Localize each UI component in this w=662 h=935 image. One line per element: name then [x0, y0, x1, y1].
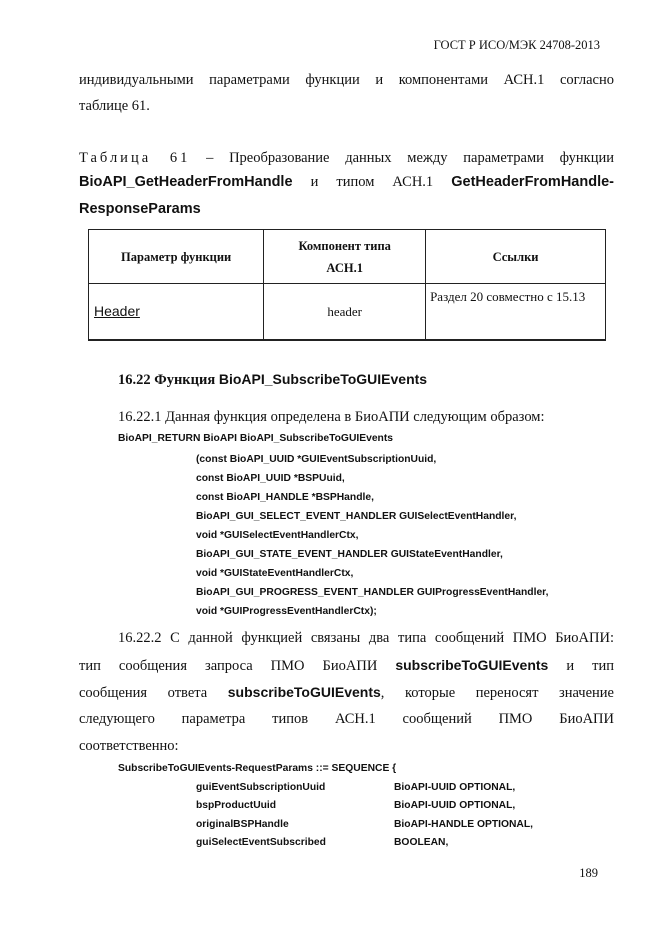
table-header-component: Компонент типа АСН.1	[264, 230, 426, 284]
table-caption-type-part2: ResponseParams	[79, 201, 201, 217]
paragraph-16-22-1: 16.22.1 Данная функция определена в БиоАПИ следующим образом:	[118, 409, 545, 425]
page-number: 189	[579, 866, 598, 880]
paragraph-16-22-2-line-3: сообщения ответа subscribeToGUIEvents, которые переносят значение	[79, 684, 614, 701]
section-title-word: Функция	[154, 372, 216, 388]
intro-line-2: таблице 61.	[79, 98, 150, 114]
asn-field-type: BOOLEAN,	[394, 837, 449, 848]
paragraph-16-22-2-line-1: 16.22.2 С данной функцией связаны два типа сообщений ПМО БиоАПИ:	[118, 630, 614, 646]
param-line: void *GUISelectEventHandlerCtx,	[196, 530, 359, 541]
asn-field-name: originalBSPHandle	[196, 819, 289, 830]
message-type-request: subscribeToGUIEvents	[395, 657, 549, 673]
section-title-name: BioAPI_SubscribeToGUIEvents	[218, 371, 428, 387]
asn-field-type: BioAPI-UUID OPTIONAL,	[394, 800, 516, 811]
table-caption-function-name: BioAPI_GetHeaderFromHandle	[79, 174, 293, 190]
asn-field-name: guiSelectEventSubscribed	[196, 837, 326, 848]
table-cell-component: header	[264, 284, 426, 341]
table-caption-line-1	[79, 150, 614, 167]
param-line: const BioAPI_HANDLE *BSPHandle,	[196, 492, 374, 503]
table-caption-label: Таблица 61	[79, 150, 191, 166]
paragraph-16-22-2-line-4: следующего параметра типов АСН.1 сообщений ПМО БиоАПИ	[79, 711, 614, 727]
table-header-row	[89, 230, 606, 284]
table-caption-line-2	[79, 174, 614, 191]
table-row	[89, 284, 606, 341]
message-type-response: subscribeToGUIEvents	[227, 684, 381, 700]
asn-field-name: guiEventSubscriptionUuid	[196, 782, 326, 793]
table-caption-middle: и типом АСН.1	[292, 174, 452, 190]
asn-field-type: BioAPI-HANDLE OPTIONAL,	[394, 819, 534, 830]
asn-field-type: BioAPI-UUID OPTIONAL,	[394, 782, 516, 793]
paragraph-16-22-2-line-5: соответственно:	[79, 738, 179, 754]
section-number: 16.22	[118, 372, 151, 388]
param-line: BioAPI_GUI_PROGRESS_EVENT_HANDLER GUIProgressEventHandler,	[196, 587, 549, 598]
asn-sequence-header: SubscribeToGUIEvents-RequestParams ::= SEQUENCE {	[118, 763, 397, 774]
running-header: ГОСТ Р ИСО/МЭК 24708-2013	[433, 38, 600, 52]
param-line: void *GUIStateEventHandlerCtx,	[196, 568, 354, 579]
section-heading	[118, 371, 427, 389]
function-signature: BioAPI_RETURN BioAPI BioAPI_SubscribeToGUIEvents	[118, 433, 394, 444]
asn-field-name: bspProductUuid	[196, 800, 277, 811]
table-header-param: Параметр функции	[89, 230, 264, 284]
param-line: BioAPI_GUI_SELECT_EVENT_HANDLER GUISelectEventHandler,	[196, 511, 517, 522]
param-line: BioAPI_GUI_STATE_EVENT_HANDLER GUIStateEventHandler,	[196, 549, 503, 560]
table-cell-reference: Раздел 20 совместно с 15.13	[426, 284, 606, 341]
param-line: const BioAPI_UUID *BSPUuid,	[196, 473, 345, 484]
intro-line-1: индивидуальными параметрами функции и компонентами АСН.1 согласно	[79, 72, 614, 88]
table-caption-type-part1: GetHeaderFromHandle-	[451, 174, 614, 190]
param-line: (const BioAPI_UUID *GUIEventSubscriptionUuid,	[196, 454, 437, 465]
mapping-table	[88, 229, 606, 341]
table-caption-text: – Преобразование данных между параметрами функции	[190, 150, 614, 166]
table-header-reference: Ссылки	[426, 230, 606, 284]
param-line: void *GUIProgressEventHandlerCtx);	[196, 606, 377, 617]
table-cell-param	[89, 284, 264, 341]
paragraph-16-22-2-line-2: тип сообщения запроса ПМО БиоАПИ subscribeToGUIEvents и тип	[79, 657, 614, 674]
param-link-header[interactable]: Header	[94, 303, 140, 319]
